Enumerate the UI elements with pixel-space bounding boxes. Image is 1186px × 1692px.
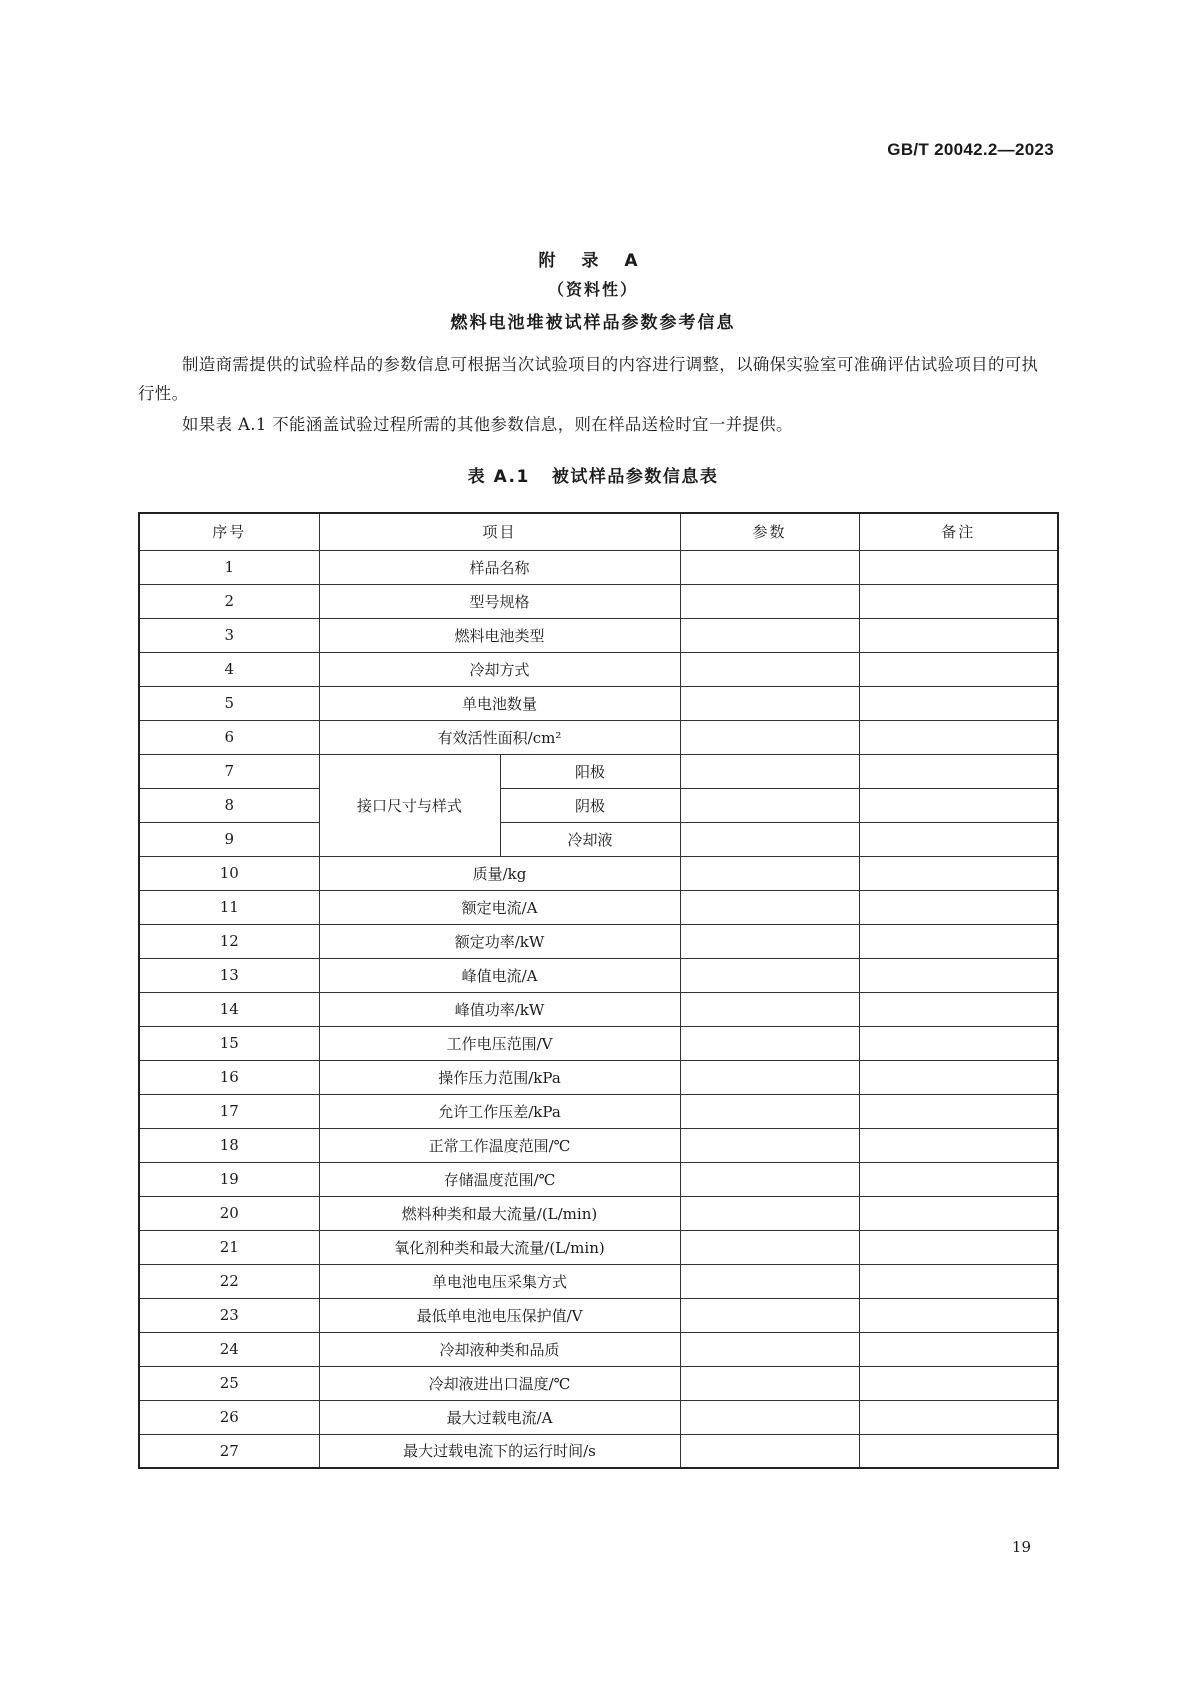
table-row	[139, 686, 1058, 720]
interface-group-label: 接口尺寸与样式	[319, 754, 500, 856]
table-row	[139, 1162, 1058, 1196]
remark-cell[interactable]	[859, 720, 1058, 754]
row-item: 质量/kg	[319, 856, 680, 890]
row-number: 22	[139, 1264, 319, 1298]
remark-cell[interactable]	[859, 754, 1058, 788]
remark-cell[interactable]	[859, 890, 1058, 924]
remark-cell[interactable]	[859, 1298, 1058, 1332]
row-item: 存储温度范围/℃	[319, 1162, 680, 1196]
parameter-cell[interactable]	[680, 618, 859, 652]
row-number: 25	[139, 1366, 319, 1400]
table-row	[139, 1230, 1058, 1264]
header-serial-no: 序号	[139, 513, 319, 550]
row-number: 2	[139, 584, 319, 618]
remark-cell[interactable]	[859, 1196, 1058, 1230]
remark-cell[interactable]	[859, 1128, 1058, 1162]
parameter-cell[interactable]	[680, 1298, 859, 1332]
row-item: 单电池电压采集方式	[319, 1264, 680, 1298]
row-item: 允许工作压差/kPa	[319, 1094, 680, 1128]
parameter-cell[interactable]	[680, 1434, 859, 1468]
parameter-cell[interactable]	[680, 1162, 859, 1196]
row-item: 冷却方式	[319, 652, 680, 686]
table-row	[139, 1400, 1058, 1434]
remark-cell[interactable]	[859, 686, 1058, 720]
row-number: 19	[139, 1162, 319, 1196]
table-row	[139, 1026, 1058, 1060]
remark-cell[interactable]	[859, 822, 1058, 856]
table-row	[139, 958, 1058, 992]
page-number: 19	[1011, 1538, 1031, 1556]
row-number: 11	[139, 890, 319, 924]
annex-heading: 燃料电池堆被试样品参数参考信息	[450, 313, 736, 333]
table-caption-number: 表 A.1	[467, 467, 530, 487]
remark-cell[interactable]	[859, 958, 1058, 992]
remark-cell[interactable]	[859, 1366, 1058, 1400]
row-item: 单电池数量	[319, 686, 680, 720]
parameter-cell[interactable]	[680, 550, 859, 584]
table-row	[139, 890, 1058, 924]
parameter-cell[interactable]	[680, 686, 859, 720]
remark-cell[interactable]	[859, 584, 1058, 618]
table-row	[139, 618, 1058, 652]
parameter-cell[interactable]	[680, 856, 859, 890]
remark-cell[interactable]	[859, 618, 1058, 652]
row-number: 21	[139, 1230, 319, 1264]
row-item: 最大过载电流/A	[319, 1400, 680, 1434]
annex-title: 附 录 A	[538, 251, 648, 271]
row-subitem: 冷却液	[500, 822, 680, 856]
row-number: 10	[139, 856, 319, 890]
table-row	[139, 550, 1058, 584]
remark-cell[interactable]	[859, 1332, 1058, 1366]
remark-cell[interactable]	[859, 1434, 1058, 1468]
remark-cell[interactable]	[859, 788, 1058, 822]
table-row	[139, 720, 1058, 754]
table-caption-title: 被试样品参数信息表	[551, 467, 719, 487]
row-number: 27	[139, 1434, 319, 1468]
parameter-cell[interactable]	[680, 1060, 859, 1094]
table-row	[139, 1298, 1058, 1332]
row-number: 24	[139, 1332, 319, 1366]
table-row	[139, 1332, 1058, 1366]
table-row	[139, 1264, 1058, 1298]
table-caption	[0, 462, 1186, 487]
row-number: 1	[139, 550, 319, 584]
row-number: 3	[139, 618, 319, 652]
remark-cell[interactable]	[859, 1060, 1058, 1094]
row-item: 峰值功率/kW	[319, 992, 680, 1026]
parameter-cell[interactable]	[680, 1094, 859, 1128]
table-row	[139, 1128, 1058, 1162]
remark-cell[interactable]	[859, 1400, 1058, 1434]
row-number: 14	[139, 992, 319, 1026]
header-item: 项目	[319, 513, 680, 550]
header-remark: 备注	[859, 513, 1058, 550]
table-row	[139, 924, 1058, 958]
row-number: 16	[139, 1060, 319, 1094]
row-number: 26	[139, 1400, 319, 1434]
parameter-cell[interactable]	[680, 924, 859, 958]
row-number: 18	[139, 1128, 319, 1162]
table-row	[139, 754, 1058, 788]
table-row	[139, 856, 1058, 890]
parameter-cell[interactable]	[680, 1366, 859, 1400]
row-subitem: 阴极	[500, 788, 680, 822]
parameter-cell[interactable]	[680, 1026, 859, 1060]
row-item: 燃料种类和最大流量/(L/min)	[319, 1196, 680, 1230]
parameter-cell[interactable]	[680, 1230, 859, 1264]
row-item: 冷却液种类和品质	[319, 1332, 680, 1366]
intro-paragraph: 制造商需提供的试验样品的参数信息可根据当次试验项目的内容进行调整，以确保实验室可准确评估试验项目的可执行性。	[138, 355, 1039, 403]
table-row	[139, 584, 1058, 618]
parameter-cell[interactable]	[680, 890, 859, 924]
row-number: 15	[139, 1026, 319, 1060]
table-row	[139, 992, 1058, 1026]
row-number: 9	[139, 822, 319, 856]
parameter-info-table	[138, 512, 1059, 1469]
parameter-cell[interactable]	[680, 1400, 859, 1434]
parameter-cell[interactable]	[680, 788, 859, 822]
row-item: 最大过载电流下的运行时间/s	[319, 1434, 680, 1468]
row-item: 正常工作温度范围/℃	[319, 1128, 680, 1162]
row-number: 6	[139, 720, 319, 754]
table-row	[139, 1094, 1058, 1128]
table-row	[139, 1366, 1058, 1400]
table-row	[139, 822, 1058, 856]
row-item: 有效活性面积/cm²	[319, 720, 680, 754]
row-number: 23	[139, 1298, 319, 1332]
row-number: 4	[139, 652, 319, 686]
row-number: 12	[139, 924, 319, 958]
table-header-row	[139, 513, 1058, 550]
row-item: 型号规格	[319, 584, 680, 618]
remark-cell[interactable]	[859, 992, 1058, 1026]
row-item: 样品名称	[319, 550, 680, 584]
parameter-cell[interactable]	[680, 958, 859, 992]
parameter-cell[interactable]	[680, 584, 859, 618]
remark-cell[interactable]	[859, 1026, 1058, 1060]
parameter-cell[interactable]	[680, 1196, 859, 1230]
remark-cell[interactable]	[859, 924, 1058, 958]
row-item: 燃料电池类型	[319, 618, 680, 652]
row-item: 氧化剂种类和最大流量/(L/min)	[319, 1230, 680, 1264]
row-item: 工作电压范围/V	[319, 1026, 680, 1060]
table-row	[139, 652, 1058, 686]
parameter-cell[interactable]	[680, 720, 859, 754]
row-number: 7	[139, 754, 319, 788]
row-subitem: 阳极	[500, 754, 680, 788]
remark-cell[interactable]	[859, 1162, 1058, 1196]
row-item: 额定功率/kW	[319, 924, 680, 958]
row-item: 峰值电流/A	[319, 958, 680, 992]
row-number: 20	[139, 1196, 319, 1230]
remark-cell[interactable]	[859, 1230, 1058, 1264]
table-row	[139, 1434, 1058, 1468]
remark-cell[interactable]	[859, 1264, 1058, 1298]
remark-cell[interactable]	[859, 1094, 1058, 1128]
row-item: 最低单电池电压保护值/V	[319, 1298, 680, 1332]
row-item: 额定电流/A	[319, 890, 680, 924]
parameter-cell[interactable]	[680, 992, 859, 1026]
table-row	[139, 1196, 1058, 1230]
row-number: 8	[139, 788, 319, 822]
parameter-cell[interactable]	[680, 822, 859, 856]
remark-cell[interactable]	[859, 652, 1058, 686]
remark-cell[interactable]	[859, 856, 1058, 890]
row-number: 17	[139, 1094, 319, 1128]
supplement-paragraph: 如果表 A.1 不能涵盖试验过程所需的其他参数信息，则在样品送检时宜一并提供。	[182, 415, 793, 434]
row-item: 操作压力范围/kPa	[319, 1060, 680, 1094]
parameter-cell[interactable]	[680, 1332, 859, 1366]
parameter-cell[interactable]	[680, 1264, 859, 1298]
annex-type: （资料性）	[547, 280, 638, 299]
parameter-cell[interactable]	[680, 754, 859, 788]
standard-id: GB/T 20042.2—2023	[887, 140, 1054, 159]
remark-cell[interactable]	[859, 550, 1058, 584]
table-row	[139, 788, 1058, 822]
row-item: 冷却液进出口温度/℃	[319, 1366, 680, 1400]
parameter-cell[interactable]	[680, 1128, 859, 1162]
row-number: 5	[139, 686, 319, 720]
row-number: 13	[139, 958, 319, 992]
header-parameter: 参数	[680, 513, 859, 550]
table-row	[139, 1060, 1058, 1094]
parameter-cell[interactable]	[680, 652, 859, 686]
